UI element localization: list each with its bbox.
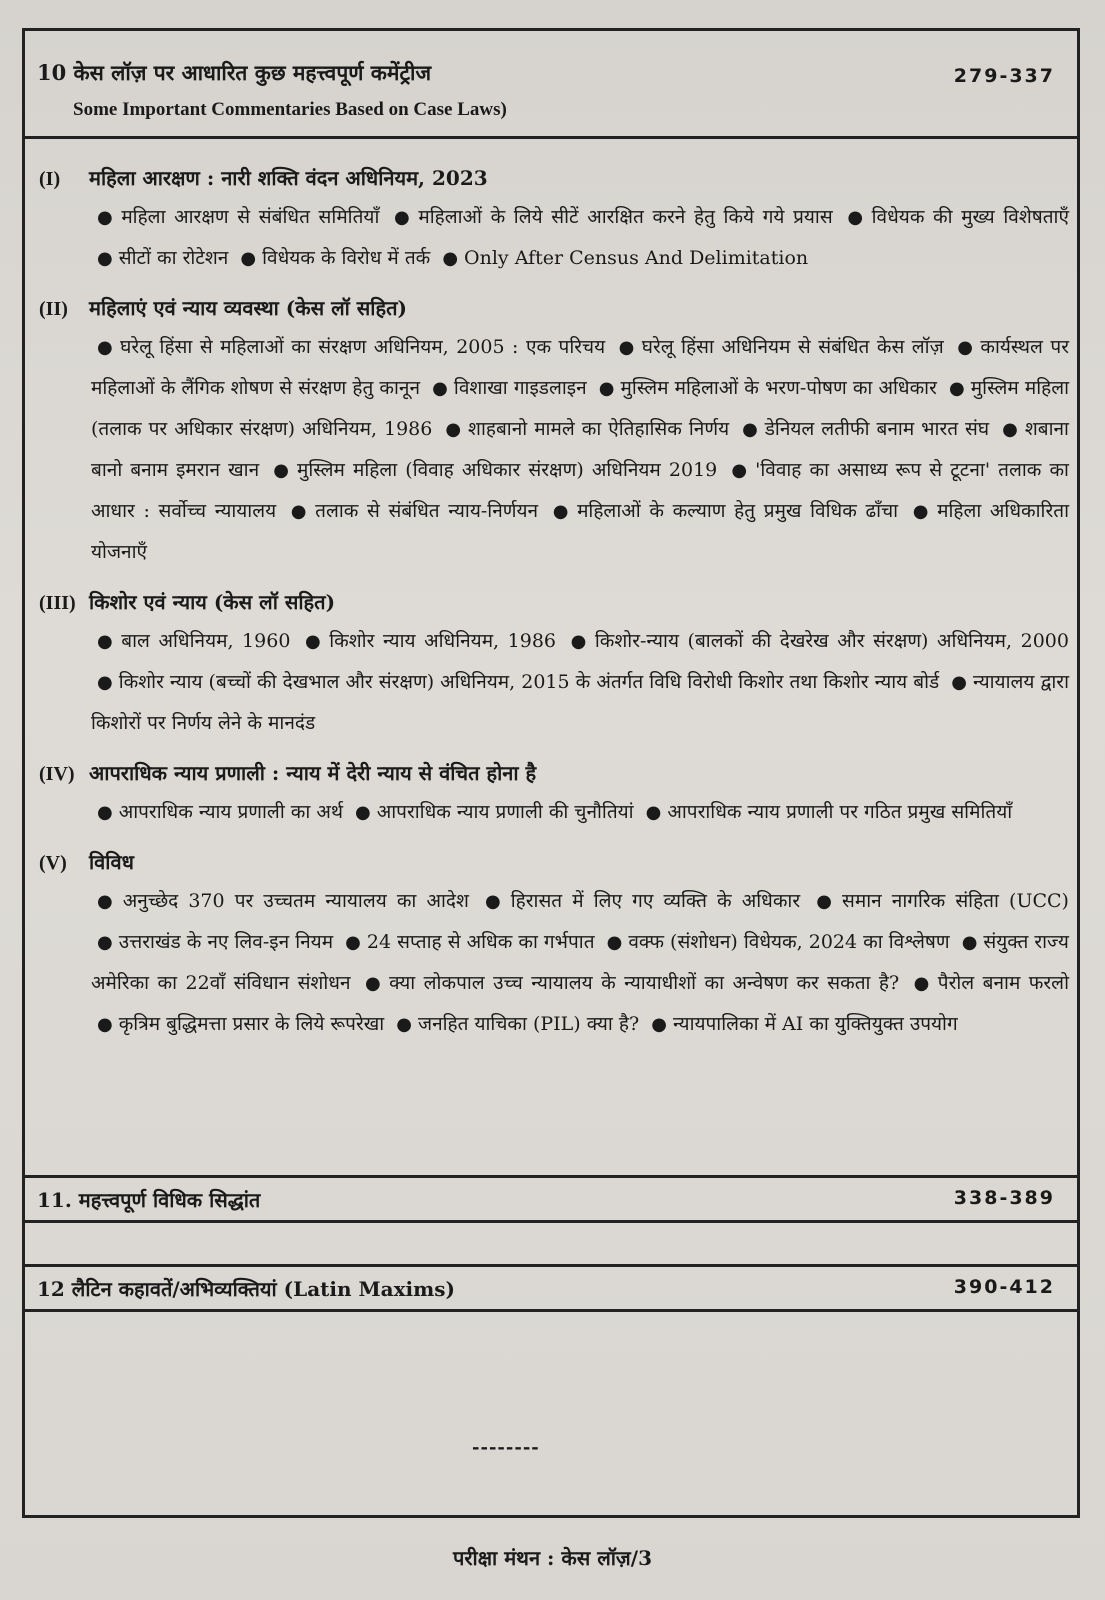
- topic-item: घरेलू हिंसा अधिनियम से संबंधित केस लॉज़: [641, 336, 944, 358]
- section-topics: [39, 621, 1069, 744]
- bullet-icon: ●: [442, 248, 459, 269]
- bullet-icon: ●: [240, 248, 257, 269]
- bullet-icon: ●: [305, 631, 324, 652]
- section-heading: [39, 289, 1069, 327]
- topic-item: शाहबानो मामले का ऐतिहासिक निर्णय: [468, 418, 730, 440]
- bullet-icon: ●: [645, 802, 662, 823]
- bullet-icon: ●: [97, 672, 113, 693]
- topic-item: न्यायपालिका में AI का युक्तियुक्त उपयोग: [672, 1013, 958, 1035]
- topic-item: आपराधिक न्याय प्रणाली का अर्थ: [118, 801, 343, 823]
- section-topics: [39, 327, 1069, 573]
- bullet-icon: ●: [912, 501, 932, 522]
- bullet-icon: ●: [97, 891, 117, 912]
- chapter-11-range: 338-389: [953, 1187, 1055, 1209]
- bullet-icon: ●: [97, 207, 116, 228]
- section-topics: [39, 792, 1069, 833]
- chapter-10-header: [25, 31, 1077, 139]
- bullet-icon: ●: [618, 337, 636, 358]
- topic-item: महिलाओं के कल्याण हेतु प्रमुख विधिक ढाँचा: [577, 500, 899, 522]
- topic-item: Only After Census And Delimitation: [464, 247, 809, 269]
- topic-item: संयुक्त राज्य अमेरिका का 22वाँ संविधान संशोधन: [91, 931, 1069, 994]
- bullet-icon: ●: [97, 337, 115, 358]
- bullet-icon: ●: [97, 1014, 113, 1035]
- bullet-icon: ●: [290, 501, 310, 522]
- topic-item: महिला आरक्षण से संबंधित समितियाँ: [121, 206, 380, 228]
- bullet-icon: ●: [97, 248, 113, 269]
- section-heading: [39, 583, 1069, 621]
- end-separator: --------: [472, 1437, 540, 1458]
- topic-item: समान नागरिक संहिता (UCC): [842, 890, 1069, 912]
- section-topics: [39, 881, 1069, 1045]
- bullet-icon: ●: [355, 802, 371, 823]
- bullet-icon: ●: [847, 207, 866, 228]
- chapter-page-range: 279-337: [953, 65, 1055, 87]
- topic-item: आपराधिक न्याय प्रणाली की चुनौतियां: [376, 801, 634, 823]
- bullet-icon: ●: [97, 802, 113, 823]
- topic-item: विशाखा गाइडलाइन: [453, 377, 587, 399]
- topic-item: कार्यस्थल पर महिलाओं के लैंगिक शोषण से संरक्षण हेतु कानून: [91, 336, 1069, 399]
- topic-item: मुस्लिम महिलाओं के भरण-पोषण का अधिकार: [620, 377, 937, 399]
- chapter-11-title: 11. महत्त्वपूर्ण विधिक सिद्धांत: [37, 1188, 261, 1212]
- section-heading: [39, 159, 1069, 197]
- topic-item: बाल अधिनियम, 1960: [121, 630, 291, 652]
- bullet-icon: ●: [949, 378, 965, 399]
- topic-item: पैरोल बनाम फरलो: [937, 972, 1069, 994]
- topic-item: किशोर न्याय अधिनियम, 1986: [329, 630, 557, 652]
- bullet-icon: ●: [913, 973, 932, 994]
- chapter-12-title: 12 लैटिन कहावतें/अभिव्यक्तियां (Latin Maxims): [37, 1277, 455, 1301]
- chapter-12-row: [25, 1264, 1077, 1312]
- topic-item: विधेयक की मुख्य विशेषताएँ: [871, 206, 1069, 228]
- chapter-11-row: [25, 1175, 1077, 1220]
- topic-item: महिलाओं के लिये सीटें आरक्षित करने हेतु किये गये प्रयास: [418, 206, 833, 228]
- section-number: (III): [39, 592, 76, 614]
- topic-item: आपराधिक न्याय प्रणाली पर गठित प्रमुख समितियाँ: [667, 801, 1013, 823]
- topic-item: अनुच्छेद 370 पर उच्चतम न्यायालय का आदेश: [122, 890, 469, 912]
- section-number: (I): [39, 168, 61, 190]
- bullet-icon: ●: [606, 932, 623, 953]
- bullet-icon: ●: [484, 891, 505, 912]
- topic-item: हिरासत में लिए गए व्यक्ति के अधिकार: [510, 890, 801, 912]
- section-heading: [39, 754, 1069, 792]
- page-footer: परीक्षा मंथन : केस लॉज़/3: [453, 1546, 652, 1570]
- bullet-icon: ●: [445, 419, 463, 440]
- bullet-icon: ●: [957, 337, 975, 358]
- bullet-icon: ●: [742, 419, 759, 440]
- topic-item: मुस्लिम महिला (विवाह अधिकार संरक्षण) अधिनियम 2019: [297, 459, 718, 481]
- bullet-icon: ●: [396, 1014, 412, 1035]
- topic-item: जनहित याचिका (PIL) क्या है?: [417, 1013, 640, 1035]
- section-title: महिलाएं एवं न्याय व्यवस्था (केस लॉ सहित): [89, 296, 407, 320]
- bullet-icon: ●: [394, 207, 413, 228]
- topic-item: 'विवाह का असाध्य रूप से टूटना' तलाक का आधार : सर्वोच्च न्यायालय: [91, 459, 1069, 522]
- bullet-icon: ●: [97, 631, 116, 652]
- topic-item: घरेलू हिंसा से महिलाओं का संरक्षण अधिनियम, 2005 : एक परिचय: [120, 336, 606, 358]
- bullet-icon: ●: [598, 378, 615, 399]
- bullet-icon: ●: [961, 932, 978, 953]
- bullet-icon: ●: [273, 460, 291, 481]
- bullet-icon: ●: [651, 1014, 667, 1035]
- bullet-icon: ●: [816, 891, 836, 912]
- topic-item: तलाक से संबंधित न्याय-निर्णयन: [315, 500, 539, 522]
- topic-item: विधेयक के विरोध में तर्क: [262, 247, 431, 269]
- bullet-icon: ●: [364, 973, 384, 994]
- chapter-title: 10 केस लॉज़ पर आधारित कुछ महत्त्वपूर्ण कमेंट्रीज: [37, 60, 432, 85]
- bullet-icon: ●: [97, 932, 113, 953]
- topic-item: उत्तराखंड के नए लिव-इन नियम: [118, 931, 334, 953]
- section-title: महिला आरक्षण : नारी शक्ति वंदन अधिनियम, 2023: [89, 166, 488, 190]
- chapter-subtitle: Some Important Commentaries Based on Case Laws): [73, 99, 507, 120]
- section-title: आपराधिक न्याय प्रणाली : न्याय में देरी न्याय से वंचित होना है: [89, 761, 537, 785]
- bullet-icon: ●: [432, 378, 448, 399]
- section-number: (IV): [39, 763, 75, 785]
- section-title: विविध: [89, 850, 134, 874]
- blank-row: [25, 1220, 1077, 1264]
- topic-item: कृत्रिम बुद्धिमत्ता प्रसार के लिये रूपरेखा: [118, 1013, 385, 1035]
- topic-item: क्या लोकपाल उच्च न्यायालय के न्यायाधीशों का अन्वेषण कर सकता है?: [389, 972, 900, 994]
- section-title: किशोर एवं न्याय (केस लॉ सहित): [89, 590, 336, 614]
- topic-item: सीटों का रोटेशन: [118, 247, 229, 269]
- topic-item: किशोर-न्याय (बालकों की देखरेख और संरक्षण) अधिनियम, 2000: [594, 630, 1069, 652]
- contents-table: [22, 28, 1080, 1518]
- topic-item: न्यायालय द्वारा किशोरों पर निर्णय लेने के मानदंड: [91, 671, 1069, 734]
- topic-item: 24 सप्ताह से अधिक का गर्भपात: [366, 931, 595, 953]
- chapter-12-range: 390-412: [953, 1276, 1055, 1298]
- section-number: (V): [39, 852, 67, 874]
- topic-item: महिला अधिकारिता योजनाएँ: [91, 500, 1069, 563]
- topic-item: वक्फ (संशोधन) विधेयक, 2024 का विश्लेषण: [628, 931, 950, 953]
- chapter-10-sections: [39, 149, 1069, 1045]
- bullet-icon: ●: [570, 631, 589, 652]
- topic-item: मुस्लिम महिला (तलाक पर अधिकार संरक्षण) अधिनियम, 1986: [91, 377, 1070, 440]
- bullet-icon: ●: [345, 932, 361, 953]
- section-topics: [39, 197, 1069, 279]
- bullet-icon: ●: [552, 501, 572, 522]
- topic-item: डेनियल लतीफी बनाम भारत संघ: [764, 418, 990, 440]
- bullet-icon: ●: [1002, 419, 1019, 440]
- topic-item: किशोर न्याय (बच्चों की देखभाल और संरक्षण) अधिनियम, 2015 के अंतर्गत विधि विरोधी किशोर तथा किशोर न्याय बोर्ड: [118, 671, 940, 693]
- section-number: (II): [39, 298, 68, 320]
- bullet-icon: ●: [731, 460, 750, 481]
- topic-item: शबाना बानो बनाम इमरान खान: [91, 418, 1069, 481]
- section-heading: [39, 843, 1069, 881]
- bullet-icon: ●: [951, 672, 967, 693]
